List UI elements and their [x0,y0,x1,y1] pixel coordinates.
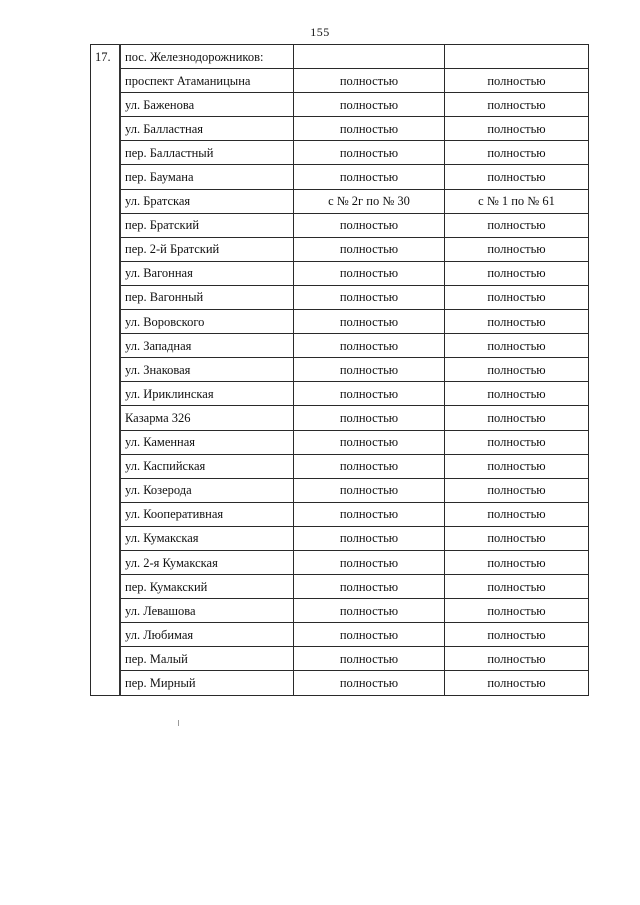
table-row [91,165,589,189]
table-row [91,454,589,478]
even-side-range: полностью [294,550,445,574]
page-number: 155 [310,25,330,39]
even-side-range: полностью [294,454,445,478]
odd-side-range: полностью [445,623,589,647]
table-row [91,550,589,574]
odd-side-range: полностью [445,406,589,430]
even-side-range: полностью [294,406,445,430]
even-side-range: полностью [294,165,445,189]
odd-side-range: полностью [445,310,589,334]
street-name: ул. Знаковая [120,358,294,382]
street-name: ул. Вагонная [120,261,294,285]
even-side-range: полностью [294,478,445,502]
settlement-name: пос. Железнодорожников: [120,45,294,69]
table-row [91,358,589,382]
even-side-range: полностью [294,334,445,358]
even-side-range: с № 2г по № 30 [294,189,445,213]
street-name: ул. Западная [120,334,294,358]
odd-side-range: полностью [445,671,589,695]
street-name: ул. Воровского [120,310,294,334]
table-row [91,599,589,623]
odd-side-range: полностью [445,237,589,261]
odd-side-range: полностью [445,382,589,406]
table-row [91,382,589,406]
table-row [91,189,589,213]
even-side-range: полностью [294,671,445,695]
table-row [91,334,589,358]
table-row [91,213,589,237]
table-row [91,310,589,334]
scan-mark [178,720,179,726]
even-side-range: полностью [294,502,445,526]
street-name: ул. Ириклинская [120,382,294,406]
table-row [91,141,589,165]
street-name: ул. Баженова [120,93,294,117]
even-side-range: полностью [294,285,445,309]
table-row [91,478,589,502]
even-side-range: полностью [294,599,445,623]
even-side-range: полностью [294,93,445,117]
street-name: ул. Братская [120,189,294,213]
even-side-range: полностью [294,69,445,93]
even-side-range: полностью [294,575,445,599]
street-name: пер. Вагонный [120,285,294,309]
even-side-range: полностью [294,358,445,382]
even-side-range: полностью [294,310,445,334]
street-name: ул. 2-я Кумакская [120,550,294,574]
odd-side-range: полностью [445,285,589,309]
even-side-range: полностью [294,261,445,285]
table-row [91,261,589,285]
table-row [91,623,589,647]
odd-side-range: полностью [445,478,589,502]
odd-side-range: полностью [445,165,589,189]
odd-side-range: полностью [445,575,589,599]
street-name: ул. Балластная [120,117,294,141]
table-row [91,117,589,141]
even-side-range: полностью [294,382,445,406]
table-row [91,671,589,695]
street-name: пер. Братский [120,213,294,237]
even-side-range: полностью [294,213,445,237]
street-name: проспект Атаманицына [120,69,294,93]
street-name: ул. Любимая [120,623,294,647]
table-row [91,237,589,261]
street-name: ул. Козерода [120,478,294,502]
street-name: пер. Мирный [120,671,294,695]
even-side-range: полностью [294,526,445,550]
streets-table-body [91,45,589,696]
table-row [91,430,589,454]
odd-side-range: полностью [445,93,589,117]
odd-side-range: полностью [445,261,589,285]
street-name: ул. Каспийская [120,454,294,478]
odd-side-range: полностью [445,550,589,574]
street-name: пер. Баумана [120,165,294,189]
even-side-range: полностью [294,430,445,454]
odd-side-range: полностью [445,502,589,526]
odd-side-range: полностью [445,117,589,141]
street-name: пер. Кумакский [120,575,294,599]
odd-side-range: полностью [445,69,589,93]
settlement-header-row [91,45,589,69]
even-side-range: полностью [294,623,445,647]
even-side-range: полностью [294,117,445,141]
streets-table [90,44,589,696]
street-name: пер. 2-й Братский [120,237,294,261]
even-side-range: полностью [294,141,445,165]
table-row [91,526,589,550]
even-side-range: полностью [294,647,445,671]
street-name: пер. Балластный [120,141,294,165]
table-row [91,647,589,671]
table-row [91,575,589,599]
odd-side-range: полностью [445,213,589,237]
table-row [91,406,589,430]
odd-side-range: полностью [445,647,589,671]
table-row [91,285,589,309]
table-row [91,93,589,117]
odd-side-range: полностью [445,454,589,478]
table-row [91,502,589,526]
odd-side-range: полностью [445,526,589,550]
street-name: ул. Кумакская [120,526,294,550]
odd-side-range: полностью [445,334,589,358]
odd-side-range: с № 1 по № 61 [445,189,589,213]
street-name: ул. Левашова [120,599,294,623]
table-row [91,69,589,93]
odd-side-range: полностью [445,141,589,165]
odd-side-range: полностью [445,599,589,623]
section-index: 17. [91,45,121,696]
street-name: пер. Малый [120,647,294,671]
odd-side-range: полностью [445,430,589,454]
street-name: ул. Кооперативная [120,502,294,526]
odd-side-range: полностью [445,358,589,382]
street-name: Казарма 326 [120,406,294,430]
settlement-col-a-empty [294,45,445,69]
settlement-col-b-empty [445,45,589,69]
even-side-range: полностью [294,237,445,261]
street-name: ул. Каменная [120,430,294,454]
